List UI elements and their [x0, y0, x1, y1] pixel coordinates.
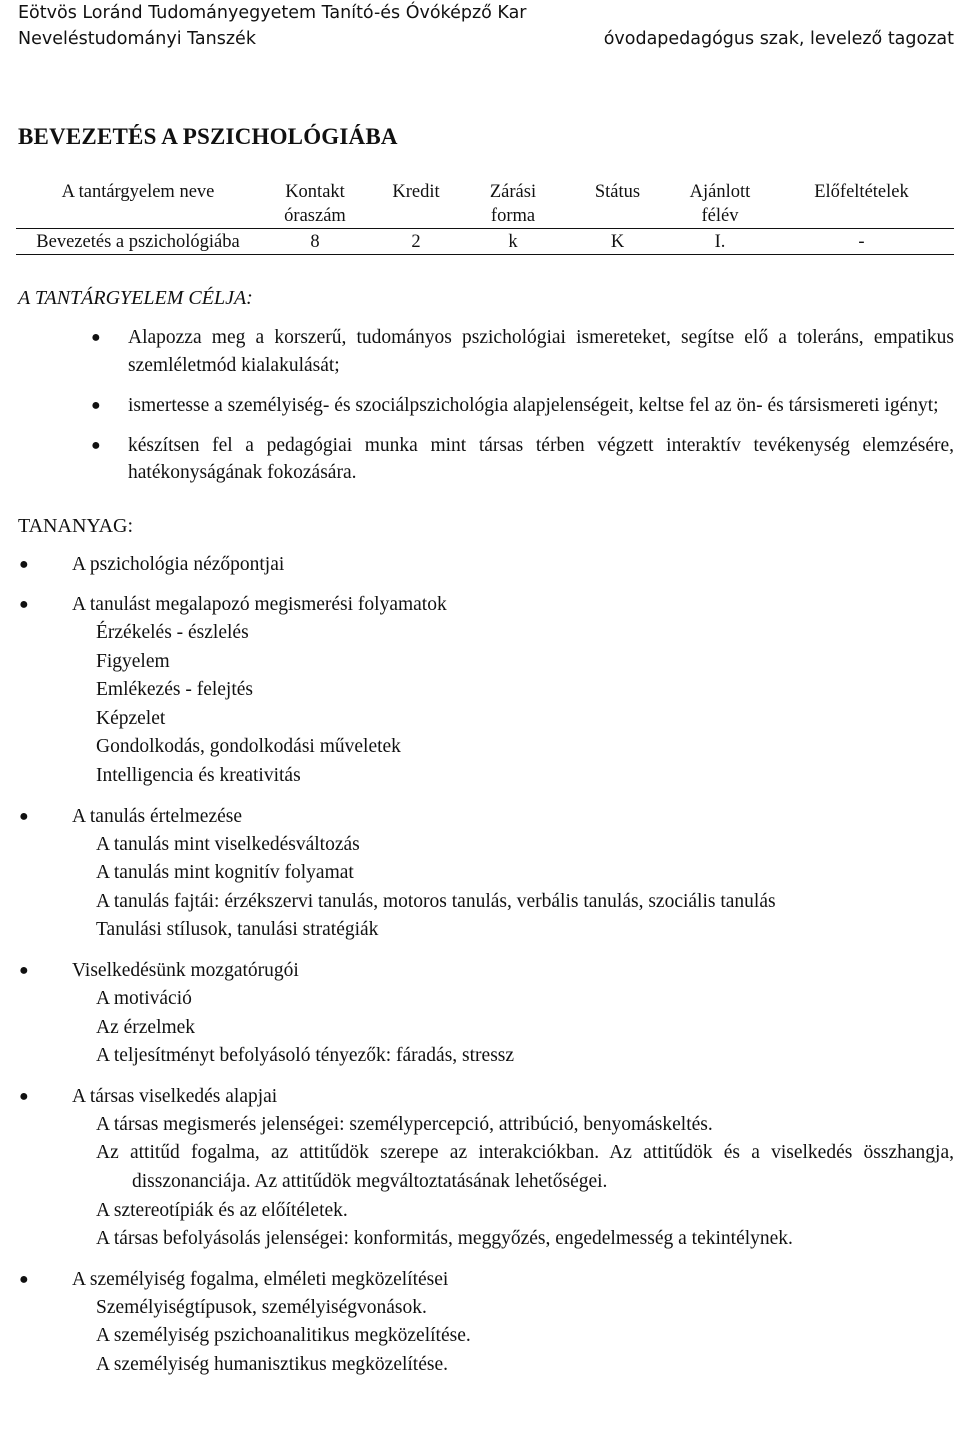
cell-course-name: Bevezetés a pszichológiába — [16, 229, 260, 255]
subtopic-item: Az érzelmek — [96, 1016, 196, 1038]
topic-item — [0, 1265, 960, 1380]
topic-item — [0, 590, 960, 791]
bullet-icon: ● — [19, 1270, 29, 1288]
topic-title — [0, 802, 960, 831]
subtopic-item: Képzelet — [96, 707, 166, 729]
topic-title — [0, 1265, 960, 1294]
table-header-row — [16, 180, 954, 229]
bullet-icon: ● — [19, 556, 29, 573]
bullet-icon: ● — [91, 436, 101, 454]
subtopic-item: A teljesítményt befolyásoló tényezők: fáradás, stressz — [96, 1045, 515, 1067]
subtopic-item: A személyiség pszichoanalitikus megközelítése. — [96, 1325, 471, 1347]
topic-item — [0, 550, 960, 579]
course-info-table — [16, 180, 954, 255]
header-cell-credit: Kredit — [370, 180, 462, 229]
subtopic-item: A motiváció — [96, 987, 192, 1009]
bullet-icon: ● — [19, 961, 29, 979]
department-name: Neveléstudományi Tanszék — [18, 29, 256, 49]
topic-title — [0, 590, 960, 619]
subtopic-item: Személyiségtípusok, személyiségvonások. — [96, 1296, 427, 1318]
cell-closing-form: k — [462, 229, 564, 255]
cell-prerequisites: - — [769, 229, 954, 255]
header-university — [18, 2, 954, 24]
topic-title-text: A személyiség fogalma, elméleti megközelítései — [72, 1268, 449, 1290]
subtopic-item: Az attitűd fogalma, az attitűdök szerepe az interakciókban. Az attitűdök és a viselkedés összhangja, disszonanciája. Az attitűdök megváltoztatásának lehetőségei. — [96, 1142, 954, 1192]
cell-semester: I. — [671, 229, 769, 255]
topic-item — [0, 956, 960, 1071]
header-cell-prerequisites: Előfeltételek — [769, 180, 954, 229]
page-title: BEVEZETÉS A PSZICHOLÓGIÁBA — [18, 124, 398, 149]
subtopic-item: Intelligencia és kreativitás — [96, 764, 301, 786]
topic-title — [0, 1082, 960, 1111]
subtopic-item: A sztereotípiák és az előítéletek. — [96, 1199, 348, 1221]
list-item: ● Alapozza meg a korszerű, tudományos pszichológiai ismereteket, segítse elő a toleráns, empatikus szemléletmód kialakulását; — [128, 324, 954, 379]
subtopic-item: A tanulás mint kognitív folyamat — [96, 862, 354, 884]
topic-title-text: A tanulás értelmezése — [72, 805, 243, 827]
goals-heading: A TANTÁRGYELEM CÉLJA: — [18, 287, 253, 309]
table-row — [16, 229, 954, 255]
subtopic-item: A társas megismerés jelenségei: személypercepció, attribúció, benyomáskeltés. — [96, 1113, 713, 1135]
curriculum-list — [0, 550, 960, 1390]
subtopic-item: Érzékelés - észlelés — [96, 622, 249, 643]
subtopic-item: A társas befolyásolás jelenségei: konformitás, meggyőzés, engedelmesség a tekintélynek. — [96, 1228, 793, 1250]
topic-title — [0, 550, 960, 579]
bullet-icon: ● — [19, 596, 29, 613]
curriculum-heading: TANANYAG: — [18, 515, 134, 537]
program-name: óvodapedagógus szak, levelező tagozat — [603, 29, 954, 49]
subtopic-item: Gondolkodás, gondolkodási műveletek — [96, 736, 401, 758]
header-line-2 — [18, 28, 954, 50]
header-cell-name: A tantárgyelem neve — [16, 180, 260, 229]
header-cell-contact-hours: Kontakt óraszám — [260, 180, 370, 229]
topic-item — [0, 802, 960, 945]
cell-contact-hours: 8 — [260, 229, 370, 255]
cell-credit: 2 — [370, 229, 462, 255]
bullet-icon: ● — [91, 397, 101, 414]
header-cell-semester: Ajánlott félév — [671, 180, 769, 229]
bullet-icon: ● — [19, 1087, 29, 1105]
cell-status: K — [564, 229, 671, 255]
subtopic-item: A személyiség humanisztikus megközelítése. — [96, 1353, 448, 1375]
list-item: ● készítsen fel a pedagógiai munka mint társas térben végzett interaktív tevékenység elemzésére, hatékonyságának fokozására. — [128, 432, 954, 487]
subtopic-item: A tanulás mint viselkedésváltozás — [96, 833, 360, 855]
header-cell-status: Státus — [564, 180, 671, 229]
university-name: Eötvös Loránd Tudományegyetem Tanító-és Óvóképző Kar — [18, 3, 527, 23]
subtopic-item: Tanulási stílusok, tanulási stratégiák — [96, 919, 379, 941]
subtopic-item: Emlékezés - felejtés — [96, 679, 253, 701]
header-cell-closing-form: Zárási forma — [462, 180, 564, 229]
topic-title-text: A társas viselkedés alapjai — [72, 1085, 278, 1107]
subtopic-item: A tanulás fajtái: érzékszervi tanulás, motoros tanulás, verbális tanulás, szociális tanulás — [96, 890, 776, 912]
topic-title — [0, 956, 960, 985]
topic-item — [0, 1082, 960, 1254]
list-item: ● ismertesse a személyiség- és szociálpszichológia alapjelenségeit, keltse fel az ön- és társismereti igényt; — [128, 392, 954, 420]
topic-title-text: Viselkedésünk mozgatórugói — [72, 959, 299, 981]
bullet-icon: ● — [19, 807, 29, 825]
topic-title-text: A pszichológia nézőpontjai — [72, 554, 285, 575]
bullet-icon: ● — [91, 329, 101, 346]
subtopic-item: Figyelem — [96, 650, 170, 672]
goals-list — [91, 324, 954, 500]
topic-title-text: A tanulást megalapozó megismerési folyamatok — [72, 594, 447, 615]
